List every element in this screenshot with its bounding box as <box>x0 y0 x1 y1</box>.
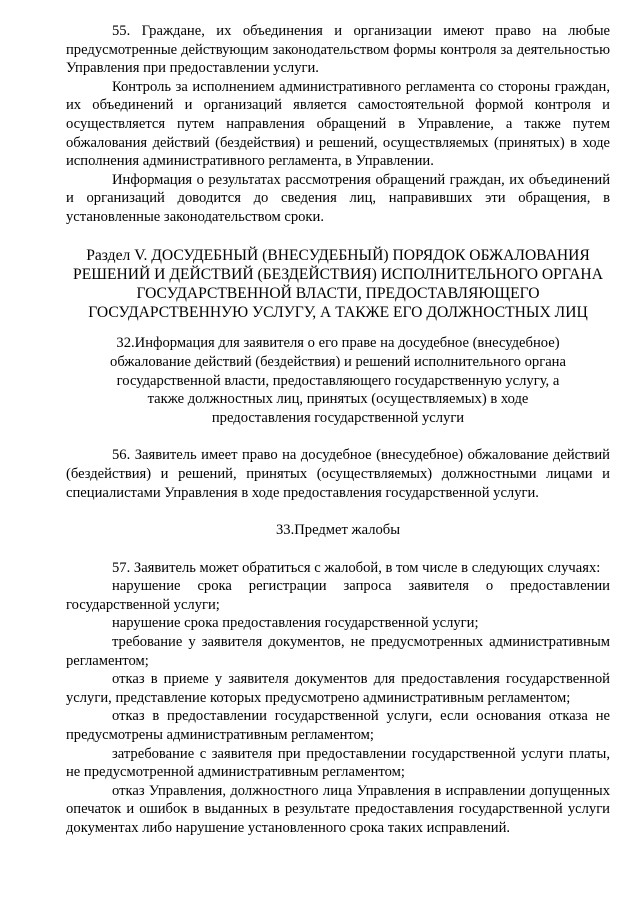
spacer <box>66 427 610 446</box>
subsection-32-title: 32.Информация для заявителя о его праве на досудебное (внесудебное) обжалование действий (бездействия) и решений исполнительного органа государственной власти, предоставляющего государственную услугу, а также должностных лиц, принятых (осуществляемых) в ходе предоставления государственной услуги <box>110 335 566 426</box>
subsection-33-title: 33.Предмет жалобы <box>275 522 401 539</box>
case-item: отказ в предоставлении государственной услуги, если основания отказа не предусмотрены административным регламентом; <box>66 708 610 744</box>
paragraph-info: Информация о результатах рассмотрения обращений граждан, их объединений и организаций доводится до сведения лиц, направивших эти обращения, в установленные законодательством сроки. <box>66 171 610 225</box>
case-item: нарушение срока предоставления государственной услуги; <box>112 615 479 632</box>
case-item: нарушение срока регистрации запроса заявителя о предоставлении государственной услуги; <box>66 578 610 613</box>
spacer <box>66 540 610 559</box>
paragraph-56: 56. Заявитель имеет право на досудебное (внесудебное) обжалование действий (бездействия) и решений, принятых (осуществляемых) должностными лицами и специалистами Управления в ходе предоставления государственной услуги. <box>66 447 610 501</box>
paragraph-55: 55. Граждане, их объединения и организации имеют право на любые предусмотренные действующим законодательством формы контроля за деятельностью Управления при предоставлении услуги. <box>66 23 610 77</box>
case-item: требование у заявителя документов, не предусмотренных административным регламентом; <box>66 634 610 669</box>
paragraph-57: 57. Заявитель может обратиться с жалобой, в том числе в следующих случаях: <box>112 559 601 576</box>
case-item: отказ Управления, должностного лица Управления в исправлении допущенных опечаток и ошибок в выданных в результате предоставления государственной услуги документах либо нарушение установленного срока таких исправлений. <box>66 782 610 836</box>
paragraph-control: Контроль за исполнением административного регламента со стороны граждан, их объединений и организаций является самостоятельной формой контроля и осуществляется путем направления обращений в Управление, а также путем обжалования действий (бездействия) и решений, осуществляемых (принятых) в ходе исполнения административного регламента, в Управлении. <box>66 78 610 170</box>
case-item: затребование с заявителя при предоставлении государственной услуги платы, не предусмотренной административным регламентом; <box>66 745 610 781</box>
spacer <box>66 502 610 521</box>
spacer <box>66 322 610 334</box>
section-v-title: Раздел V. ДОСУДЕБНЫЙ (ВНЕСУДЕБНЫЙ) ПОРЯДОК ОБЖАЛОВАНИЯ РЕШЕНИЙ И ДЕЙСТВИЙ (БЕЗДЕЙСТВИЯ) ИСПОЛНИТЕЛЬНОГО ОРГАНА ГОСУДАРСТВЕННОЙ ВЛАСТИ, ПРЕДОСТАВЛЯЮЩЕГО ГОСУДАРСТВЕННУЮ УСЛУГУ, А ТАКЖЕ ЕГО ДОЛЖНОСТНЫХ ЛИЦ <box>73 246 603 322</box>
spacer <box>66 227 610 246</box>
case-item: отказ в приеме у заявителя документов для предоставления государственной услуги, представление которых предусмотрено административным регламентом; <box>66 671 610 706</box>
document-page <box>66 22 610 838</box>
